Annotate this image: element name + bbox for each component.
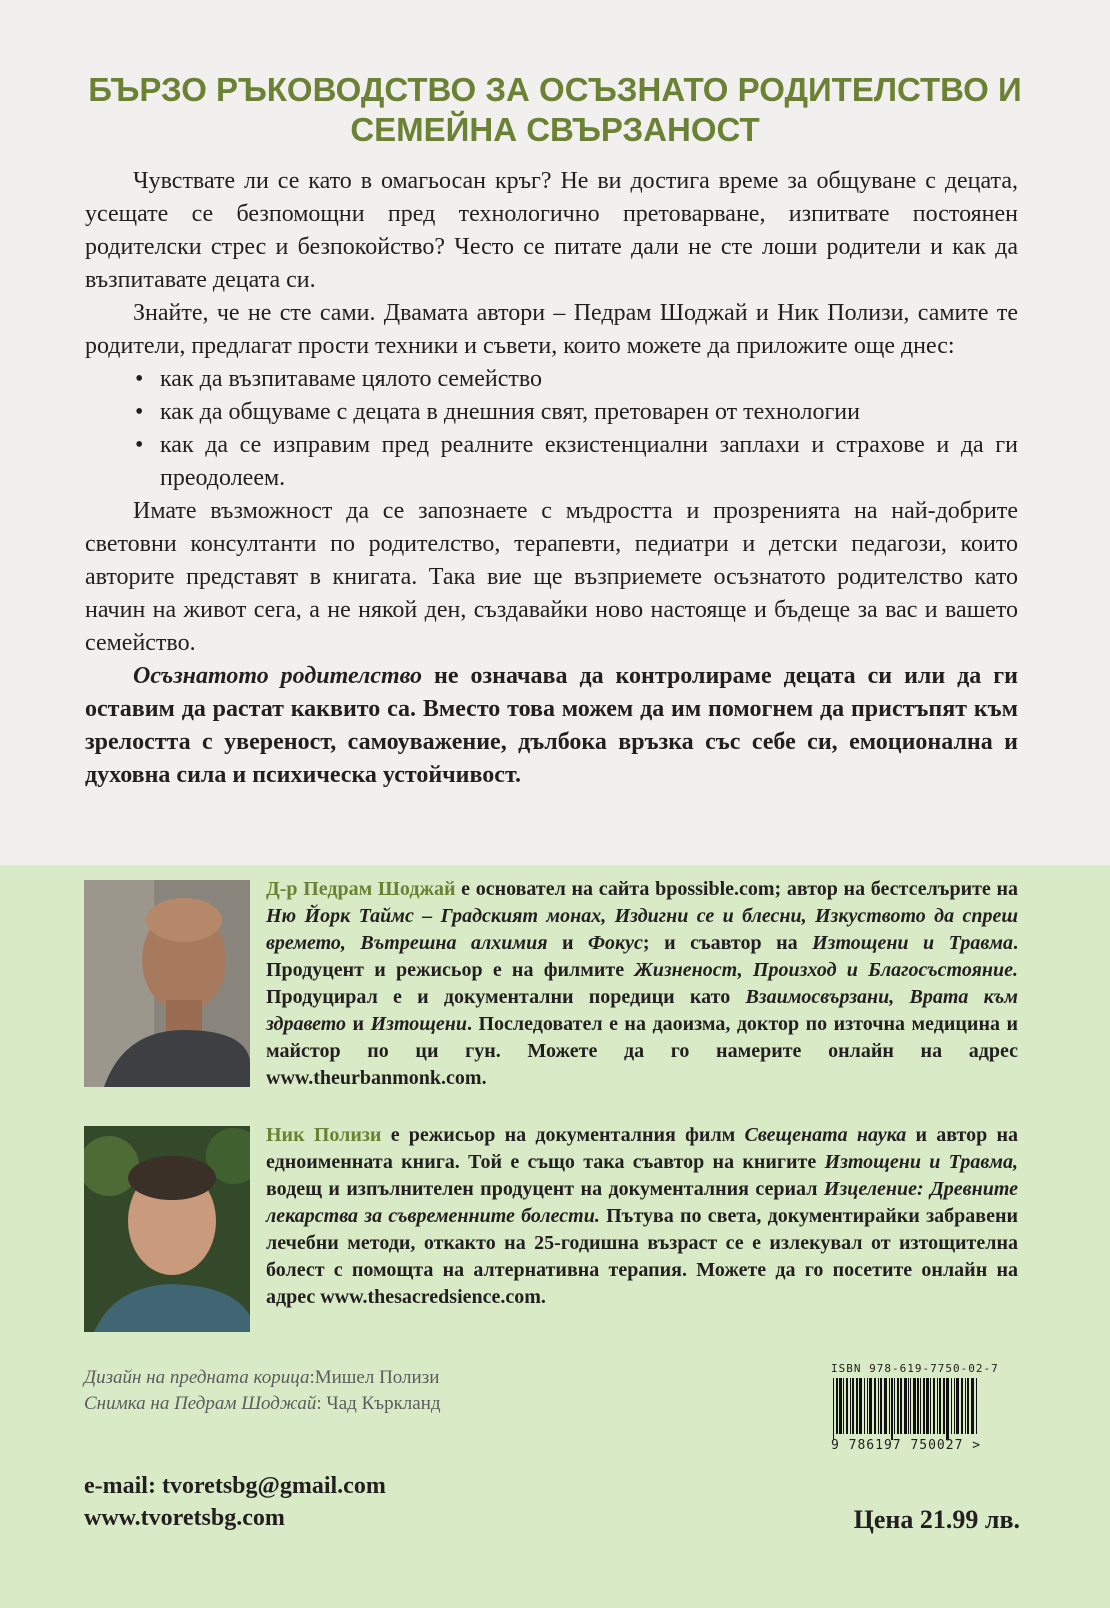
barcode-bar bbox=[852, 1378, 854, 1434]
barcode-bar bbox=[900, 1378, 902, 1434]
bio-polizzi: Ник Полизи е режисьор на документалния филм Свещената наука и автор на едноименната книга. Той е също така съавтор на книгите Изтощени и Травма, водещ и изпълнителен продуцент на документалния сериал Изцеление: Древните лекарства за съвременните болести. Пътува по света, документирайки забравени лечебни методи, откакто на 25-годишна възраст се е излекувал от изтощителна болест с помощта на алтернативна терапия. Можете да го посетите онлайн на адрес www.thesacredsience.com. bbox=[266, 1124, 1018, 1308]
barcode-bar bbox=[923, 1378, 925, 1434]
paragraph-1: Чувствате ли се като в омагьосан кръг? Не ви достига време за общуване с децата, усещате се безпомощни пред технологично претоварване, изпитвате постоянен родителски стрес и безпокойство? Често се питате дали не сте лоши родители и как да възпитавате децата си. bbox=[85, 168, 1018, 293]
barcode-bar bbox=[836, 1378, 838, 1434]
barcode-bar bbox=[910, 1378, 911, 1434]
paragraph-3: Имате възможност да се запознаете с мъдростта и прозренията на най-добрите световни консултанти по родителство, терапевти, педиатри и детски педагози, които авторите представят в книгата. Така вие ще възприемете осъзнатото родителство като начин на живот сега, а не някой ден, създавайки ново настояще и бъдеще за вас и вашето семейство. bbox=[85, 498, 1018, 656]
bullet-icon: • bbox=[135, 399, 144, 425]
barcode-bar bbox=[943, 1378, 945, 1434]
barcode-bar bbox=[967, 1378, 969, 1434]
list-item: • как да общуваме с децата в днешния свят, претоварен от технологии bbox=[85, 396, 1018, 429]
barcode-bar bbox=[904, 1378, 907, 1434]
credits bbox=[84, 1365, 644, 1417]
publisher-contact bbox=[84, 1470, 644, 1534]
paragraph-4: Осъзнатото родителство не означава да контролираме децата си или да ги оставим да растат каквито са. Вместо това можем да им помогнем да пристъпят към зрелостта с увереност, самоуважение, дълбока връзка със себе си, емоционална и духовна сила и психическа устойчивост. bbox=[85, 663, 1018, 788]
barcode-bar bbox=[908, 1378, 909, 1434]
benefits-list bbox=[85, 363, 1018, 495]
list-item: • как да се изправим пред реалните екзистенциални заплахи и страхове и да ги преодолеем. bbox=[85, 429, 1018, 495]
author-photo-polizzi bbox=[84, 1126, 250, 1332]
author-photo-shojai bbox=[84, 880, 250, 1087]
paragraph-2: Знайте, че не сте сами. Двамата автори – Педрам Шоджай и Ник Полизи, самите те родители, предлагат прости техники и съвети, които можете да приложите още днес: bbox=[85, 300, 1018, 359]
barcode-bar bbox=[917, 1378, 919, 1434]
barcode-bar bbox=[864, 1378, 865, 1434]
barcode-bar bbox=[859, 1378, 862, 1434]
barcode-bar bbox=[939, 1378, 941, 1434]
isbn-barcode bbox=[831, 1362, 1021, 1453]
barcode-bar bbox=[880, 1378, 882, 1434]
barcode-bar bbox=[951, 1378, 952, 1434]
barcode-bar bbox=[839, 1378, 842, 1434]
barcode-bar bbox=[833, 1378, 834, 1440]
barcode-bar bbox=[891, 1378, 893, 1440]
price: Цена 21.99 лв. bbox=[853, 1505, 1020, 1534]
barcode-bar bbox=[884, 1378, 887, 1434]
portrait-illustration bbox=[84, 880, 250, 1087]
portrait-illustration bbox=[84, 1126, 250, 1332]
barcode-bar bbox=[897, 1378, 899, 1434]
bullet-icon: • bbox=[135, 432, 144, 458]
isbn-number: ISBN 978-619-7750-02-7 bbox=[831, 1362, 999, 1375]
barcode-bar bbox=[913, 1378, 916, 1434]
list-item: • как да възпитаваме цялото семейство bbox=[85, 363, 1018, 396]
barcode-bar bbox=[971, 1378, 974, 1434]
barcode-bar bbox=[930, 1378, 931, 1434]
book-title: БЪРЗО РЪКОВОДСТВО ЗА ОСЪЗНАТО РОДИТЕЛСТВО И СЕМЕЙНА СВЪРЗАНОСТ bbox=[88, 71, 1022, 148]
barcode-bar bbox=[954, 1378, 955, 1434]
barcode-bar bbox=[933, 1378, 935, 1434]
publisher-email[interactable]: e-mail: tvoretsbg@gmail.com bbox=[84, 1473, 386, 1499]
barcode-bar bbox=[926, 1378, 929, 1434]
barcode-bar bbox=[878, 1378, 879, 1434]
ean-digits: 9 786197 750027 > bbox=[831, 1438, 982, 1453]
bio-shojai: Д-р Педрам Шоджай е основател на сайта bpossible.com; автор на бестселърите на Ню Йорк Таймс – Градският монах, Издигни се и блесни, Изкуството да спреш времето, Вътрешна алхимия и Фокус; и съавтор на Изтощени и Травма. Продуцент и режисьор е на филмите Жизненост, Произход и Благосъстояние. Продуцирал е и документални поредици като Взаимосвързани, Врата към здравето и Изтощени. Последовател е на даоизма, доктор по източна медицина и майстор по ци гун. Можете да го намерите онлайн на адрес www.theurbanmonk.com. bbox=[266, 878, 1019, 1089]
barcode-bar bbox=[856, 1378, 858, 1434]
barcode-bar bbox=[869, 1378, 872, 1434]
barcode-bar bbox=[946, 1378, 949, 1440]
description-block bbox=[85, 165, 1018, 792]
barcode-bar bbox=[846, 1378, 848, 1434]
barcode-icon bbox=[831, 1378, 981, 1440]
publisher-website[interactable]: www.tvoretsbg.com bbox=[84, 1505, 285, 1531]
bullet-icon: • bbox=[135, 366, 144, 392]
barcode-bar bbox=[850, 1378, 851, 1434]
barcode-bar bbox=[874, 1378, 876, 1434]
barcode-bar bbox=[956, 1378, 959, 1434]
cover-design-credit: Дизайн на предната корица:Мишел Полизи bbox=[84, 1367, 440, 1388]
barcode-bar bbox=[867, 1378, 868, 1434]
barcode-bar bbox=[965, 1378, 966, 1434]
barcode-bar bbox=[894, 1378, 895, 1434]
photo-credit: Снимка на Педрам Шоджай: Чад Къркланд bbox=[84, 1393, 441, 1414]
barcode-bar bbox=[843, 1378, 844, 1434]
barcode-bar bbox=[937, 1378, 938, 1434]
barcode-bar bbox=[920, 1378, 921, 1434]
barcode-bar bbox=[976, 1378, 977, 1434]
barcode-bar bbox=[889, 1378, 890, 1434]
barcode-bar bbox=[961, 1378, 963, 1434]
